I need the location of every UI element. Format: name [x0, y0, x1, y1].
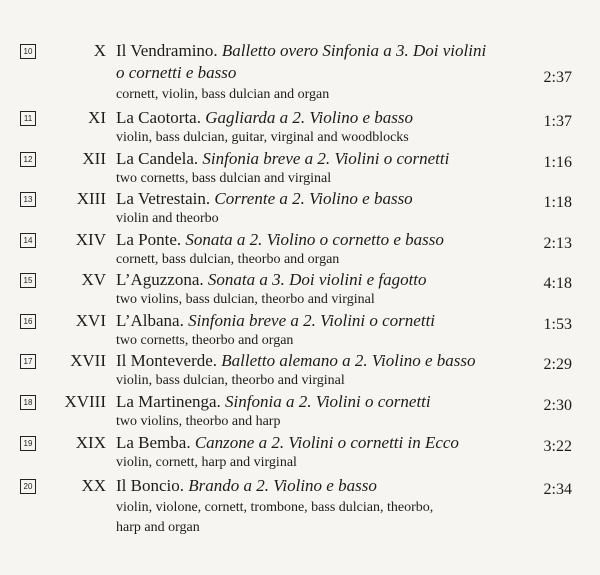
track-instruments-continued: harp and organ — [116, 520, 200, 535]
track-instruments: cornett, violin, bass dulcian and organ — [116, 87, 330, 102]
track-number-box: 18 — [20, 395, 36, 410]
track-name: L’Albana. — [116, 311, 184, 330]
track-roman-numeral: XIII — [76, 189, 106, 208]
track-name: La Vetrestain. — [116, 189, 211, 208]
track-title — [116, 475, 377, 497]
track-title — [116, 269, 427, 291]
track-duration: 1:37 — [543, 113, 572, 130]
track-subtitle-continued: o cornetti e basso — [116, 63, 237, 82]
track-title — [116, 40, 486, 62]
track-instruments: violin, cornett, harp and virginal — [116, 455, 297, 470]
track-instruments: cornett, bass dulcian, theorbo and organ — [116, 252, 340, 267]
track-subtitle: Sonata a 2. Violino o cornetto e basso — [185, 230, 444, 249]
track-number-box: 11 — [20, 111, 36, 126]
track-subtitle: Corrente a 2. Violino e basso — [214, 189, 413, 208]
track-roman-numeral: XVIII — [64, 392, 106, 411]
track-subtitle: Sinfonia breve a 2. Violini o cornetti — [202, 149, 450, 168]
track-subtitle: Sinfonia a 2. Violini o cornetti — [225, 392, 431, 411]
track-title — [116, 350, 475, 372]
track-roman-numeral: X — [93, 41, 106, 60]
track-instruments: two violins, bass dulcian, theorbo and virginal — [116, 292, 375, 307]
track-subtitle: Brando a 2. Violino e basso — [188, 476, 377, 495]
track-name: La Caotorta. — [116, 108, 201, 127]
track-instruments: two cornetts, bass dulcian and virginal — [116, 171, 332, 186]
track-instruments: violin, bass dulcian, guitar, virginal and woodblocks — [116, 130, 409, 145]
track-duration: 2:30 — [543, 397, 572, 414]
track-instruments: two cornetts, theorbo and organ — [116, 333, 294, 348]
track-instruments: two violins, theorbo and harp — [116, 414, 281, 429]
track-title — [116, 188, 413, 210]
track-roman-numeral: XI — [88, 108, 106, 127]
track-roman-numeral: XV — [81, 270, 106, 289]
track-roman-numeral: XX — [81, 476, 106, 495]
track-number-box: 19 — [20, 436, 36, 451]
track-duration: 2:29 — [543, 356, 572, 373]
track-number-box: 17 — [20, 354, 36, 369]
track-duration: 1:53 — [543, 316, 572, 333]
track-instruments: violin and theorbo — [116, 211, 219, 226]
track-instruments: violin, violone, cornett, trombone, bass dulcian, theorbo, — [116, 500, 434, 515]
track-number-box: 20 — [20, 479, 36, 494]
track-duration: 3:22 — [543, 438, 572, 455]
track-duration: 1:16 — [543, 154, 572, 171]
track-duration: 4:18 — [543, 275, 572, 292]
track-name: La Ponte. — [116, 230, 182, 249]
track-roman-numeral: XII — [82, 149, 106, 168]
track-number-box: 14 — [20, 233, 36, 248]
track-name: La Martinenga. — [116, 392, 221, 411]
track-title — [116, 107, 413, 129]
track-name: La Bemba. — [116, 433, 191, 452]
track-duration: 2:13 — [543, 235, 572, 252]
track-subtitle: Canzone a 2. Violini o cornetti in Ecco — [194, 433, 459, 452]
track-title — [116, 229, 444, 251]
track-name: La Candela. — [116, 149, 199, 168]
track-subtitle: Balletto alemano a 2. Violino e basso — [221, 351, 476, 370]
track-roman-numeral: XVII — [70, 351, 106, 370]
track-number-box: 10 — [20, 44, 36, 59]
track-duration: 2:34 — [543, 481, 572, 498]
track-instruments: violin, bass dulcian, theorbo and virginal — [116, 373, 345, 388]
track-subtitle: Gagliarda a 2. Violino e basso — [205, 108, 413, 127]
track-number-box: 15 — [20, 273, 36, 288]
track-name: L’Aguzzona. — [116, 270, 204, 289]
track-name: Il Boncio. — [116, 476, 184, 495]
track-title — [116, 148, 449, 170]
track-roman-numeral: XIV — [75, 230, 106, 249]
track-duration: 1:18 — [543, 194, 572, 211]
track-number-box: 13 — [20, 192, 36, 207]
track-number-box: 12 — [20, 152, 36, 167]
track-duration: 2:37 — [543, 69, 572, 86]
track-subtitle: Sinfonia breve a 2. Violini o cornetti — [188, 311, 436, 330]
track-number-box: 16 — [20, 314, 36, 329]
track-subtitle: Balletto overo Sinfonia a 3. Doi violini — [221, 41, 487, 60]
track-name: Il Vendramino. — [116, 41, 218, 60]
track-roman-numeral: XIX — [75, 433, 106, 452]
track-roman-numeral: XVI — [75, 311, 106, 330]
track-name: Il Monteverde. — [116, 351, 218, 370]
track-title — [116, 310, 435, 332]
track-title — [116, 432, 459, 454]
track-title — [116, 391, 431, 413]
track-subtitle: Sonata a 3. Doi violini e fagotto — [207, 270, 427, 289]
